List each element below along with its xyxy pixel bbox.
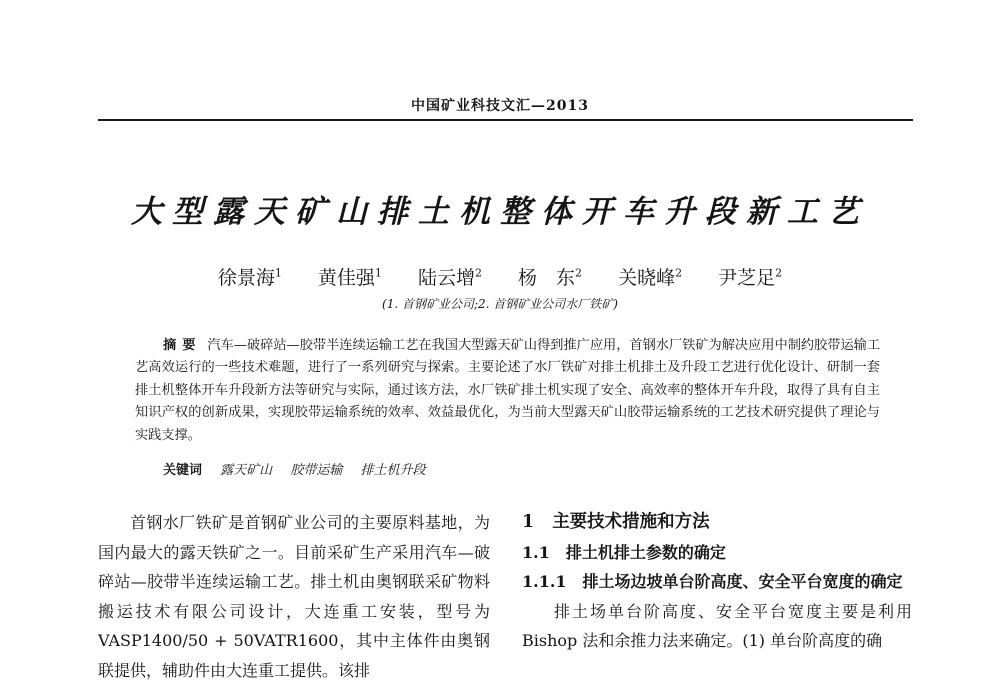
author xyxy=(618,267,682,289)
abstract-text: 汽车—破碎站—胶带半连续运输工艺在我国大型露天矿山得到推广应用，首钢水厂铁矿为解决应用中制约胶带运输工艺高效运行的一些技术难题，进行了一系列研究与探索。主要论述了水厂铁矿对排土机排土及升段工艺进行优化设计、研制一套排土机整体开车升段新方法等研究与实际，通过该方法，水厂铁矿排土机实现了安全、高效率的整体开车升段，取得了具有自主知识产权的创新成果，实现胶带运输系统的效率、效益最优化，为当前大型露天矿山胶带运输系统的工艺技术研究提供了理论与实践支撑。 xyxy=(135,338,881,443)
subsubsection-number: 1.1.1 xyxy=(522,572,567,591)
header-rule xyxy=(98,119,913,121)
author-name: 尹芝足 xyxy=(718,267,776,289)
author-affiliation-mark: 1 xyxy=(374,266,382,280)
body-paragraph: 排土场单台阶高度、安全平台宽度主要是利用 Bishop 法和余推力法来确定。(1) 单台阶高度的确 xyxy=(522,601,912,650)
author-list xyxy=(0,263,1000,290)
author-name: 杨 东 xyxy=(518,267,576,289)
author-name: 关晓峰 xyxy=(618,267,676,289)
body-left-column xyxy=(98,508,490,685)
subsection-number: 1.1 xyxy=(522,542,550,562)
keywords xyxy=(163,459,439,478)
author-name: 徐景海 xyxy=(217,267,275,289)
section-number: 1 xyxy=(522,512,535,532)
abstract xyxy=(135,335,880,447)
author-affiliation-mark: 2 xyxy=(775,266,783,280)
body-right-column xyxy=(522,508,912,656)
author-name: 陆云增 xyxy=(417,267,475,289)
abstract-label: 摘要 xyxy=(163,338,202,353)
author xyxy=(218,267,282,289)
subsection-title: 排土机排土参数的确定 xyxy=(565,542,726,562)
author-affiliation-mark: 2 xyxy=(575,266,583,280)
keywords-label: 关键词 xyxy=(163,463,203,478)
section-title: 主要技术措施和方法 xyxy=(552,512,710,532)
subsubsection-heading xyxy=(522,567,912,597)
author xyxy=(418,267,482,289)
author xyxy=(518,267,582,289)
subsection-heading xyxy=(522,538,912,568)
keyword: 排土机升段 xyxy=(360,463,426,478)
author xyxy=(318,267,382,289)
subsubsection-title: 排土场边坡单台阶高度、安全平台宽度的确定 xyxy=(582,572,903,591)
author-affiliation-mark: 2 xyxy=(675,266,683,280)
author-affiliation-mark: 1 xyxy=(274,266,282,280)
author-affiliation-mark: 2 xyxy=(474,266,482,280)
article-title: 大型露天矿山排土机整体开车升段新工艺 xyxy=(131,194,869,230)
journal-header: 中国矿业科技文汇—2013 xyxy=(411,98,589,114)
author xyxy=(718,267,782,289)
body-paragraph: 首钢水厂铁矿是首钢矿业公司的主要原料基地，为国内最大的露天铁矿之一。目前采矿生产采用汽车—破碎站—胶带半连续运输工艺。排土机由奥钢联采矿物料搬运技术有限公司设计，大连重工安装，型号为 VASP1400/50 + 50VATR1600，其中主体件由奥钢联提供，辅助件由大连重工提供。该排 xyxy=(98,513,490,680)
affiliations: (1. 首钢矿业公司;2. 首钢矿业公司水厂铁矿) xyxy=(382,297,618,311)
author-name: 黄佳强 xyxy=(317,267,375,289)
keyword: 胶带运输 xyxy=(290,463,343,478)
keyword: 露天矿山 xyxy=(220,463,273,478)
section-heading xyxy=(522,508,912,538)
